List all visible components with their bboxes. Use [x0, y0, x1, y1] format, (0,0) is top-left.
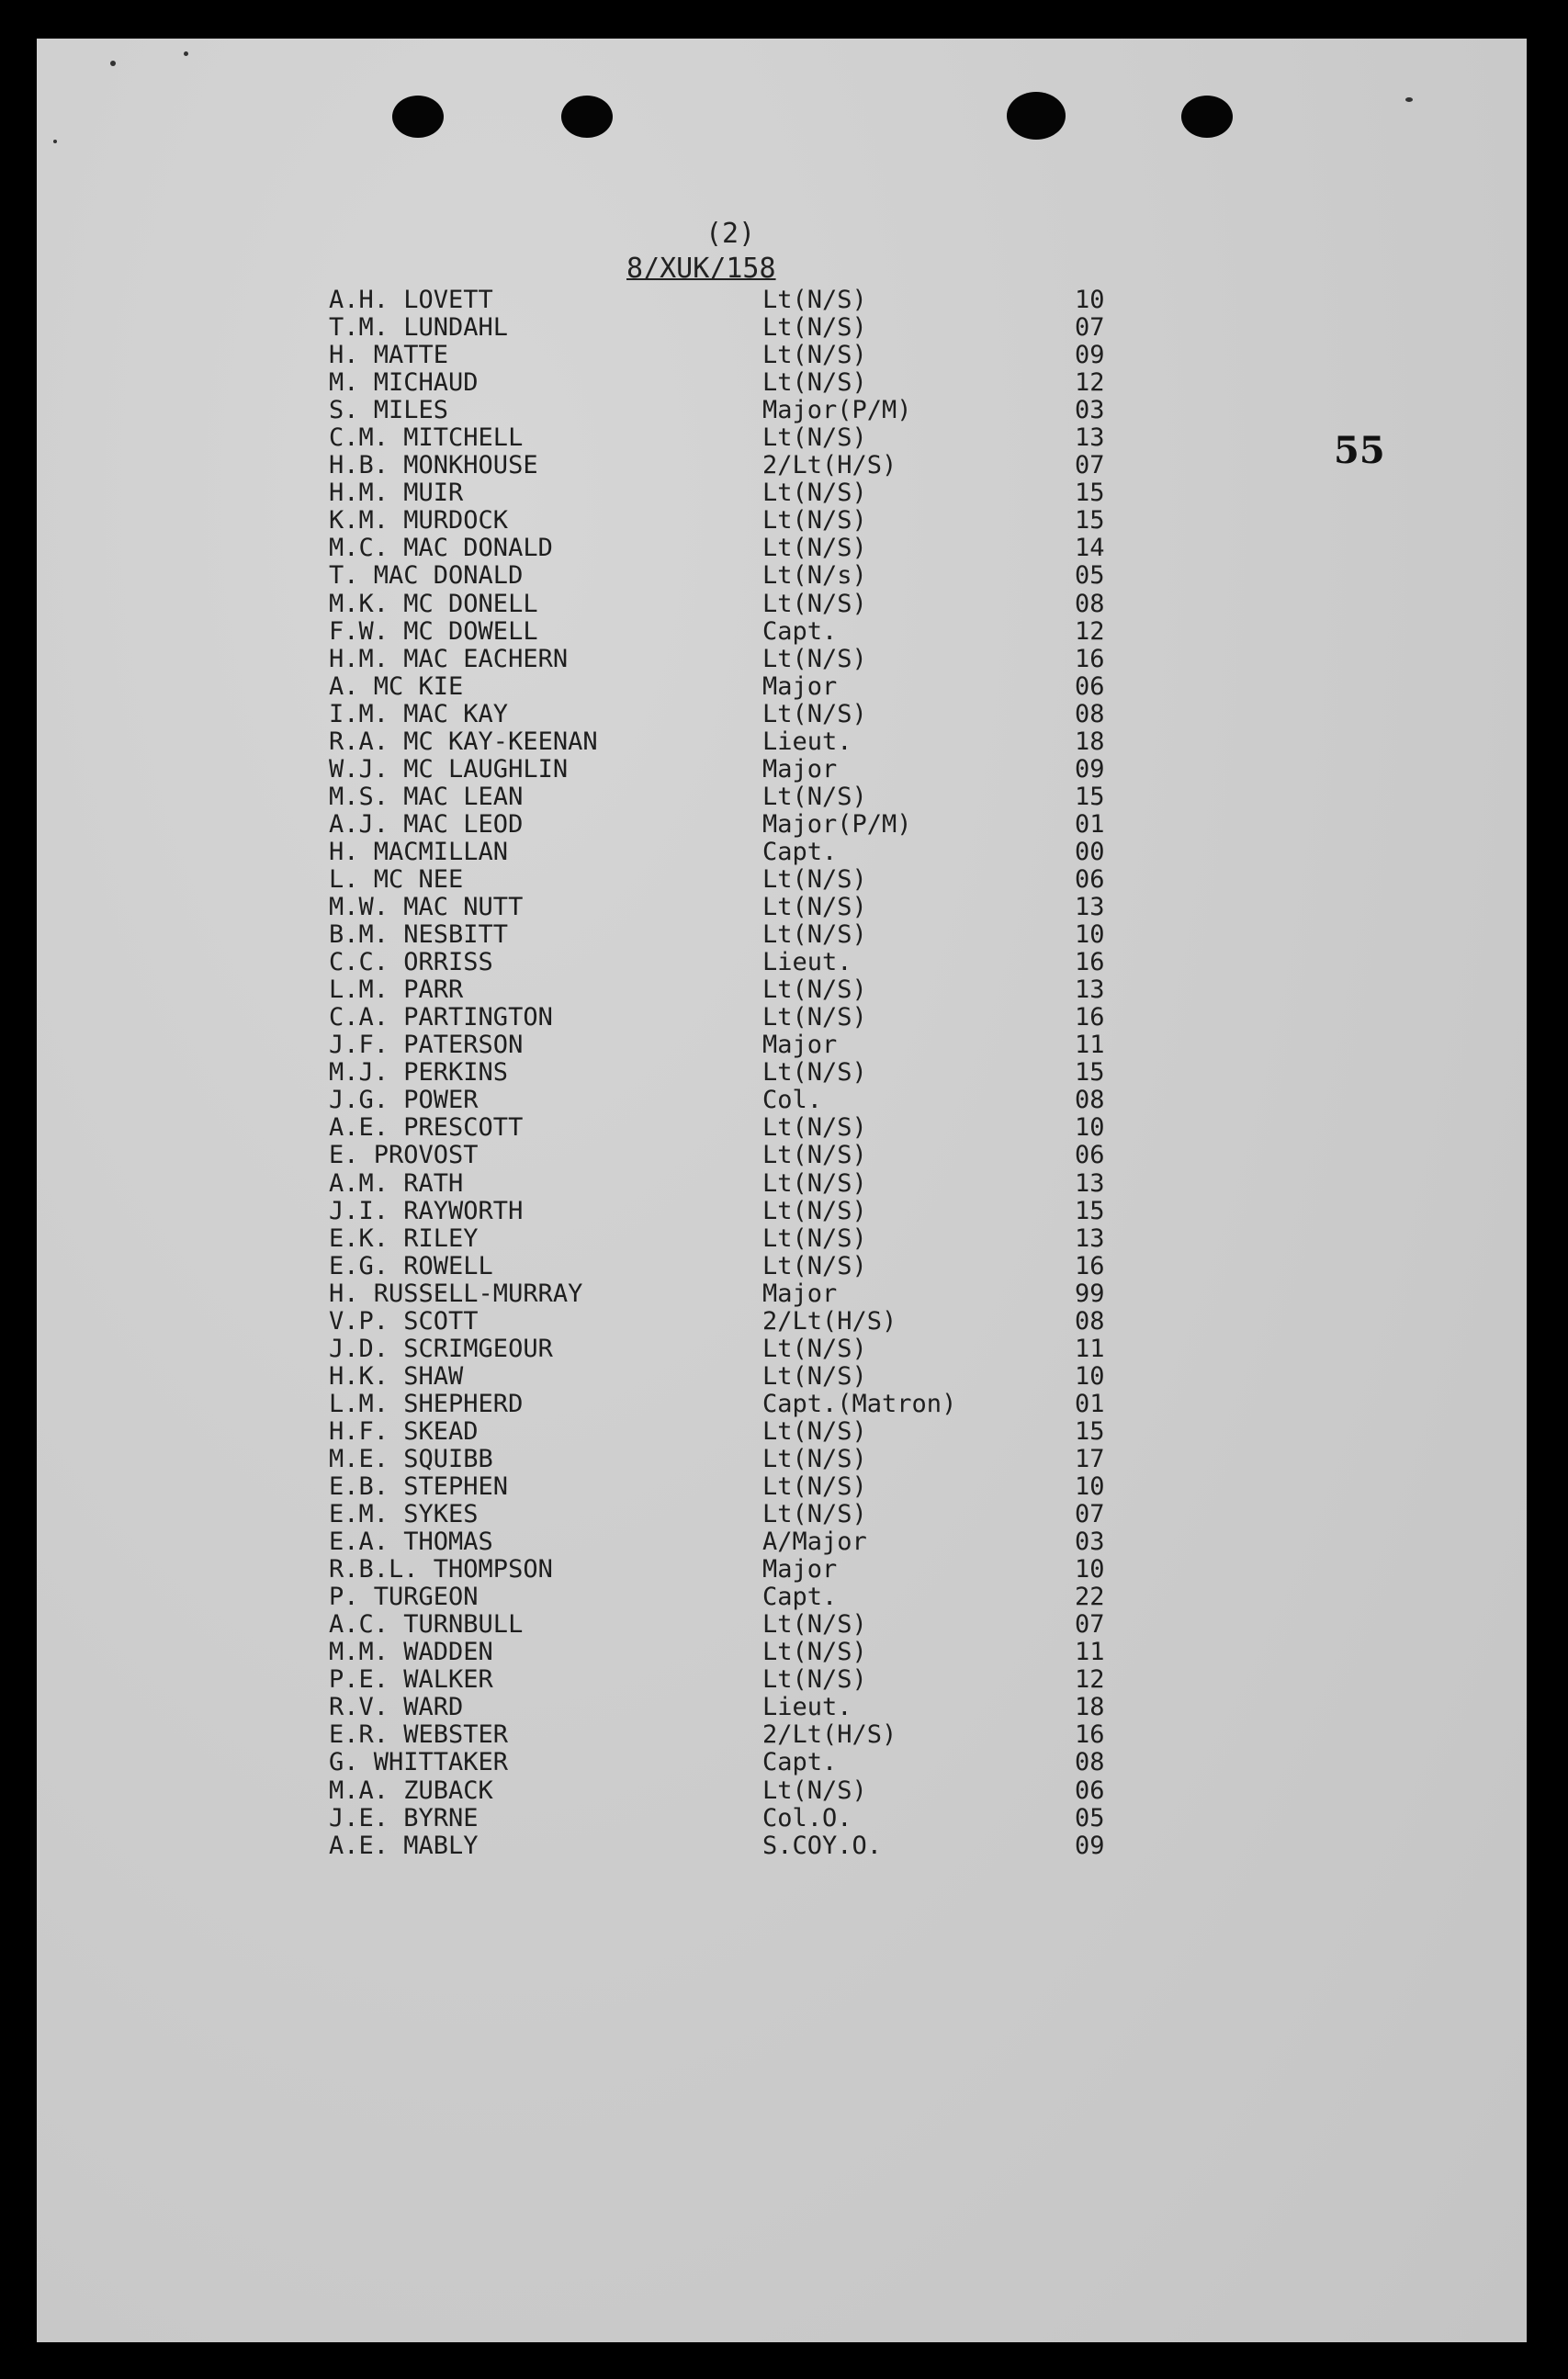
entry-number: 09 [1075, 754, 1105, 784]
person-name: H.B. MONKHOUSE [329, 451, 538, 480]
entry-number: 13 [1075, 975, 1105, 1005]
list-item [37, 618, 1527, 646]
rank: Lt(N/S) [762, 1638, 867, 1667]
person-name: F.W. MC DOWELL [329, 616, 538, 646]
person-name: C.C. ORRISS [329, 948, 493, 977]
person-name: W.J. MC LAUGHLIN [329, 754, 569, 784]
entry-number: 10 [1075, 1361, 1105, 1391]
rank: Lt(N/S) [762, 1444, 867, 1473]
list-item [37, 894, 1527, 921]
list-item [37, 1749, 1527, 1776]
list-item [37, 1032, 1527, 1059]
punch-hole [561, 96, 613, 138]
person-name: M.M. WADDEN [329, 1638, 493, 1667]
rank: Capt. [762, 837, 838, 866]
list-item [37, 562, 1527, 590]
person-name: B.M. NESBITT [329, 920, 509, 950]
person-name: H.K. SHAW [329, 1361, 464, 1391]
entry-number: 11 [1075, 1031, 1105, 1060]
person-name: T.M. LUNDAHL [329, 313, 509, 343]
person-name: J.E. BYRNE [329, 1803, 479, 1832]
person-name: R.V. WARD [329, 1693, 464, 1722]
list-item [37, 1832, 1527, 1860]
rank: Lt(N/S) [762, 1141, 867, 1170]
list-item [37, 1253, 1527, 1280]
person-name: L.M. SHEPHERD [329, 1389, 524, 1418]
rank: Lt(N/S) [762, 1610, 867, 1640]
list-item [37, 1446, 1527, 1473]
rank: Lt(N/S) [762, 341, 867, 370]
rank: Lieut. [762, 1693, 852, 1722]
list-item [37, 1777, 1527, 1805]
entry-number: 99 [1075, 1279, 1105, 1308]
entry-number: 06 [1075, 671, 1105, 701]
entry-number: 10 [1075, 1555, 1105, 1584]
rank: 2/Lt(H/S) [762, 1306, 897, 1336]
entry-number: 13 [1075, 1223, 1105, 1253]
list-item [37, 1418, 1527, 1446]
entry-number: 16 [1075, 1720, 1105, 1750]
rank: Lieut. [762, 948, 852, 977]
rank: Col. [762, 1086, 823, 1115]
person-name: E. PROVOST [329, 1141, 479, 1170]
list-item [37, 1528, 1527, 1556]
entry-number: 07 [1075, 1500, 1105, 1529]
entry-number: 15 [1075, 506, 1105, 536]
person-name: E.A. THOMAS [329, 1528, 493, 1557]
rank: Lt(N/S) [762, 506, 867, 536]
person-name: J.D. SCRIMGEOUR [329, 1334, 553, 1363]
person-name: V.P. SCOTT [329, 1306, 479, 1336]
person-name: S. MILES [329, 396, 449, 425]
rank: Lt(N/S) [762, 920, 867, 950]
entry-number: 13 [1075, 1168, 1105, 1198]
list-item [37, 866, 1527, 894]
punch-hole [1181, 96, 1233, 138]
rank: Lt(N/S) [762, 286, 867, 314]
rank: Lt(N/S) [762, 1416, 867, 1446]
list-item [37, 1694, 1527, 1721]
list-item [37, 287, 1527, 314]
list-item [37, 591, 1527, 618]
list-item [37, 949, 1527, 976]
paper-speck [184, 51, 188, 56]
person-name: R.A. MC KAY-KEENAN [329, 727, 598, 756]
entry-number: 12 [1075, 1665, 1105, 1695]
rank: Lt(N/S) [762, 589, 867, 618]
list-item [37, 342, 1527, 369]
list-item [37, 1584, 1527, 1611]
person-name: M.W. MAC NUTT [329, 893, 524, 922]
list-item [37, 507, 1527, 535]
entry-number: 09 [1075, 341, 1105, 370]
rank: Lt(N/S) [762, 534, 867, 563]
entry-number: 01 [1075, 1389, 1105, 1418]
rank: Capt. [762, 616, 838, 646]
person-name: M.C. MAC DONALD [329, 534, 553, 563]
person-name: A. MC KIE [329, 671, 464, 701]
list-item [37, 1280, 1527, 1308]
entry-number: 18 [1075, 1693, 1105, 1722]
list-item [37, 1639, 1527, 1666]
rank: Lt(N/S) [762, 1113, 867, 1143]
entry-number: 07 [1075, 451, 1105, 480]
entry-number: 11 [1075, 1638, 1105, 1667]
rank: Major [762, 1555, 838, 1584]
list-item [37, 921, 1527, 949]
rank: Major [762, 1031, 838, 1060]
entry-number: 12 [1075, 616, 1105, 646]
list-item [37, 1556, 1527, 1584]
list-item [37, 452, 1527, 479]
rank: S.COY.O. [762, 1831, 883, 1860]
entry-number: 14 [1075, 534, 1105, 563]
list-item [37, 424, 1527, 452]
list-item [37, 369, 1527, 397]
entry-number: 08 [1075, 1306, 1105, 1336]
rank: Lt(N/S) [762, 1223, 867, 1253]
entry-number: 15 [1075, 1416, 1105, 1446]
rank: Lt(N/S) [762, 1168, 867, 1198]
list-item [37, 1087, 1527, 1114]
entry-number: 10 [1075, 920, 1105, 950]
person-name: H.M. MUIR [329, 479, 464, 508]
entry-number: 07 [1075, 1610, 1105, 1640]
list-item [37, 1805, 1527, 1832]
person-name: A.E. PRESCOTT [329, 1113, 524, 1143]
rank: Lt(N/S) [762, 1500, 867, 1529]
entry-number: 08 [1075, 699, 1105, 728]
rank: Lt(N/S) [762, 423, 867, 453]
rank: Major [762, 754, 838, 784]
entry-number: 17 [1075, 1444, 1105, 1473]
entry-number: 15 [1075, 782, 1105, 811]
person-name: M.J. PERKINS [329, 1058, 509, 1088]
person-name: A.C. TURNBULL [329, 1610, 524, 1640]
list-item [37, 1170, 1527, 1198]
rank: A/Major [762, 1528, 867, 1557]
rank: Capt. [762, 1748, 838, 1777]
entry-number: 13 [1075, 893, 1105, 922]
rank: Lt(N/S) [762, 368, 867, 398]
list-item [37, 1004, 1527, 1032]
rank: Lt(N/S) [762, 1058, 867, 1088]
list-item [37, 535, 1527, 562]
entry-number: 06 [1075, 864, 1105, 894]
entry-number: 10 [1075, 286, 1105, 314]
person-name: A.J. MAC LEOD [329, 809, 524, 839]
rank: 2/Lt(H/S) [762, 451, 897, 480]
person-name: C.A. PARTINGTON [329, 1003, 553, 1032]
person-name: R.B.L. THOMPSON [329, 1555, 553, 1584]
paper-speck [110, 61, 116, 66]
rank: Lt(N/S) [762, 1251, 867, 1280]
rank: Lt(N/S) [762, 1196, 867, 1225]
entry-number: 15 [1075, 479, 1105, 508]
entry-number: 18 [1075, 727, 1105, 756]
entry-number: 13 [1075, 423, 1105, 453]
rank: Lt(N/S) [762, 782, 867, 811]
person-name: E.R. WEBSTER [329, 1720, 509, 1750]
entry-number: 06 [1075, 1141, 1105, 1170]
person-name: K.M. MURDOCK [329, 506, 509, 536]
entry-number: 05 [1075, 561, 1105, 591]
entry-number: 05 [1075, 1803, 1105, 1832]
list-item [37, 756, 1527, 784]
list-item [37, 1059, 1527, 1087]
person-name: M.A. ZUBACK [329, 1776, 493, 1805]
list-item [37, 314, 1527, 342]
list-item [37, 1363, 1527, 1391]
rank: Major(P/M) [762, 396, 912, 425]
person-name: A.M. RATH [329, 1168, 464, 1198]
list-item [37, 1473, 1527, 1501]
rank: Lt(N/S) [762, 1361, 867, 1391]
punch-hole [392, 96, 444, 138]
person-name: E.K. RILEY [329, 1223, 479, 1253]
entry-number: 10 [1075, 1472, 1105, 1502]
file-reference: 8/XUK/158 [626, 253, 776, 285]
personnel-list [37, 287, 1527, 1860]
entry-number: 08 [1075, 1748, 1105, 1777]
list-item [37, 1336, 1527, 1363]
person-name: H.M. MAC EACHERN [329, 644, 569, 673]
entry-number: 12 [1075, 368, 1105, 398]
rank: Major [762, 1279, 838, 1308]
person-name: L. MC NEE [329, 864, 464, 894]
paper-speck [1405, 97, 1413, 102]
person-name: I.M. MAC KAY [329, 699, 509, 728]
person-name: P.E. WALKER [329, 1665, 493, 1695]
person-name: L.M. PARR [329, 975, 464, 1005]
list-item [37, 646, 1527, 673]
list-item [37, 728, 1527, 756]
punch-hole [1007, 92, 1066, 140]
list-item [37, 1308, 1527, 1336]
person-name: J.G. POWER [329, 1086, 479, 1115]
rank: Lt(N/S) [762, 1334, 867, 1363]
list-item [37, 784, 1527, 811]
rank: Capt.(Matron) [762, 1389, 957, 1418]
list-item [37, 1198, 1527, 1225]
person-name: M.K. MC DONELL [329, 589, 538, 618]
rank: Lt(N/S) [762, 893, 867, 922]
person-name: P. TURGEON [329, 1583, 479, 1612]
entry-number: 16 [1075, 1251, 1105, 1280]
entry-number: 10 [1075, 1113, 1105, 1143]
entry-number: 07 [1075, 313, 1105, 343]
rank: Major [762, 671, 838, 701]
entry-number: 15 [1075, 1058, 1105, 1088]
rank: Major(P/M) [762, 809, 912, 839]
person-name: E.B. STEPHEN [329, 1472, 509, 1502]
list-item [37, 1666, 1527, 1694]
list-item [37, 1225, 1527, 1253]
entry-number: 06 [1075, 1776, 1105, 1805]
entry-number: 08 [1075, 1086, 1105, 1115]
list-item [37, 1721, 1527, 1749]
rank: Lt(N/S) [762, 313, 867, 343]
rank: Lt(N/S) [762, 975, 867, 1005]
person-name: E.G. ROWELL [329, 1251, 493, 1280]
person-name: H. MACMILLAN [329, 837, 509, 866]
entry-number: 16 [1075, 948, 1105, 977]
rank: Lt(N/s) [762, 561, 867, 591]
rank: Col.O. [762, 1803, 852, 1832]
page-number: 55 [1334, 429, 1385, 472]
person-name: M.S. MAC LEAN [329, 782, 524, 811]
entry-number: 15 [1075, 1196, 1105, 1225]
list-item [37, 1611, 1527, 1639]
person-name: E.M. SYKES [329, 1500, 479, 1529]
list-item [37, 1114, 1527, 1142]
entry-number: 03 [1075, 1528, 1105, 1557]
list-item [37, 976, 1527, 1004]
person-name: G. WHITTAKER [329, 1748, 509, 1777]
rank: Lt(N/S) [762, 1003, 867, 1032]
list-item [37, 1501, 1527, 1528]
entry-number: 22 [1075, 1583, 1105, 1612]
rank: 2/Lt(H/S) [762, 1720, 897, 1750]
entry-number: 09 [1075, 1831, 1105, 1860]
entry-number: 01 [1075, 809, 1105, 839]
person-name: H.F. SKEAD [329, 1416, 479, 1446]
rank: Lt(N/S) [762, 1776, 867, 1805]
list-item [37, 1142, 1527, 1169]
rank: Capt. [762, 1583, 838, 1612]
person-name: A.E. MABLY [329, 1831, 479, 1860]
rank: Lt(N/S) [762, 1472, 867, 1502]
entry-number: 08 [1075, 589, 1105, 618]
list-item [37, 701, 1527, 728]
rank: Lt(N/S) [762, 699, 867, 728]
page-sequence-number: (2) [705, 218, 756, 250]
person-name: M. MICHAUD [329, 368, 479, 398]
entry-number: 16 [1075, 644, 1105, 673]
list-item [37, 673, 1527, 701]
entry-number: 16 [1075, 1003, 1105, 1032]
person-name: H. RUSSELL-MURRAY [329, 1279, 583, 1308]
person-name: A.H. LOVETT [329, 286, 493, 314]
rank: Lt(N/S) [762, 644, 867, 673]
entry-number: 00 [1075, 837, 1105, 866]
list-item [37, 397, 1527, 424]
rank: Lt(N/S) [762, 479, 867, 508]
list-item [37, 1391, 1527, 1418]
entry-number: 03 [1075, 396, 1105, 425]
paper-speck [53, 140, 57, 143]
rank: Lieut. [762, 727, 852, 756]
rank: Lt(N/S) [762, 864, 867, 894]
document-page [37, 39, 1527, 2342]
list-item [37, 839, 1527, 866]
person-name: H. MATTE [329, 341, 449, 370]
person-name: C.M. MITCHELL [329, 423, 524, 453]
list-item [37, 479, 1527, 507]
person-name: J.F. PATERSON [329, 1031, 524, 1060]
rank: Lt(N/S) [762, 1665, 867, 1695]
person-name: T. MAC DONALD [329, 561, 524, 591]
list-item [37, 811, 1527, 839]
entry-number: 11 [1075, 1334, 1105, 1363]
person-name: M.E. SQUIBB [329, 1444, 493, 1473]
person-name: J.I. RAYWORTH [329, 1196, 524, 1225]
